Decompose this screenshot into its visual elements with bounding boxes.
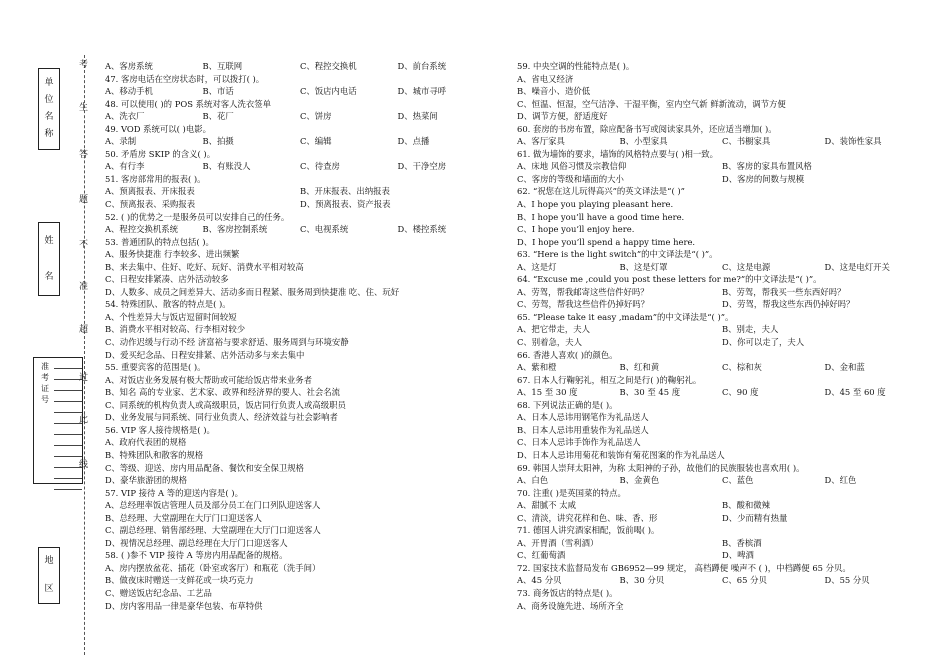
option-text: B、客房的家具布置风格	[722, 161, 812, 172]
option-row	[517, 474, 927, 487]
question-stem: 71. 德国人讲究酒家相配，饭前喝( )。	[517, 525, 660, 536]
option-text: B、花厂	[202, 111, 234, 122]
seal-char: 线	[79, 460, 89, 470]
option-text: B、红和黄	[619, 362, 660, 373]
option-text: C、饼房	[300, 111, 332, 122]
option-text: B、酸和微辣	[722, 500, 771, 511]
seal-char: 题	[79, 195, 89, 205]
unit-char: 单	[44, 78, 54, 88]
option-line: A、对饭店业务发展有极大帮助或可能给饭店带来业务者	[105, 374, 313, 385]
option-text: B、别走，夫人	[722, 324, 779, 335]
right-question-column	[517, 60, 927, 612]
option-text: D、55 分贝	[824, 575, 870, 586]
option-line: B、噪音小、造价低	[517, 86, 591, 97]
option-text: D、金和蓝	[824, 362, 865, 373]
option-line: B、特殊团队和散客的规格	[105, 449, 204, 460]
option-text: A、这是灯	[517, 261, 557, 272]
option-text: D、点播	[397, 136, 430, 147]
option-text: B、市话	[202, 86, 234, 97]
option-text: D、预离报表、资产报表	[300, 199, 391, 210]
option-line: C、日程安排紧凑、店外活动较多	[105, 274, 229, 285]
option-text: C、90 度	[722, 387, 759, 398]
option-text: A、开胃酒（雪利酒）	[517, 537, 599, 548]
seal-char: 不	[79, 240, 89, 250]
option-row	[517, 286, 927, 299]
question-stem: 73. 商务饭店的特点是( )。	[517, 587, 618, 598]
option-text: A、45 分贝	[517, 575, 562, 586]
question-stem: 59. 中央空调的性能特点是( )。	[517, 61, 635, 71]
option-text: A、预离报表、开床报表	[105, 186, 195, 197]
option-text: A、客厅家具	[517, 136, 565, 147]
option-text: B、金黄色	[619, 475, 660, 486]
option-text: B、开床报表、出纳报表	[300, 186, 390, 197]
option-row	[517, 361, 927, 374]
option-text: B、小型家具	[619, 136, 668, 147]
option-line: D、日本人忌讳用菊花和装饰有菊花图案的作为礼品送人	[517, 449, 725, 460]
option-text: B、互联网	[202, 61, 243, 71]
option-text: D、干净空房	[397, 161, 447, 172]
option-text: D、劳驾，帮我这些东西仍掉好吗？	[722, 299, 855, 310]
seal-char: 此	[79, 415, 89, 425]
option-row	[517, 160, 927, 173]
option-row	[517, 298, 927, 311]
question-stem: 70. 注重( )是英国菜的特点。	[517, 487, 626, 498]
option-text: C、预离报表、采购报表	[105, 199, 196, 210]
question-stem: 63. “Here is the light switch”的中文译法是“( )”。	[517, 249, 718, 260]
option-text: B、香槟酒	[722, 537, 762, 548]
option-text: D、前台系统	[397, 61, 447, 71]
option-text: A、有行李	[105, 161, 145, 172]
option-text: D、楼控系统	[397, 224, 447, 235]
option-line: C、同系统的机构负责人或高级职员，饭店同行负责人或高级职员	[105, 399, 346, 410]
option-line: A、房内摆放盆花、插花（卧室或客厅）和瓶花（洗手间）	[105, 562, 321, 573]
region-box	[38, 547, 60, 604]
name-box	[38, 222, 60, 296]
option-line: C、恒温、恒湿，空气洁净、干湿平衡，室内空气新 鲜新流动，调节方便	[517, 98, 786, 109]
option-row	[105, 185, 495, 198]
option-line: D、I hope you’ll spend a happy time here.	[517, 236, 696, 247]
option-text: D、你可以走了，夫人	[722, 337, 805, 348]
option-line: C、等级、迎送、房内用品配备、餐饮和安全保卫规格	[105, 462, 305, 473]
option-text: C、别着急，夫人	[517, 337, 583, 348]
option-text: A、甜腻不 太咸	[517, 500, 576, 511]
option-line: D、豪华旅游团的规格	[105, 475, 188, 486]
option-line: A、省电又经济	[517, 73, 574, 84]
option-text: C、编辑	[300, 136, 332, 147]
seal-char: 考	[79, 60, 89, 70]
option-line: D、调节方便，舒适度好	[517, 111, 608, 122]
option-text: A、劳驾，帮我邮寄这些信件好吗？	[517, 286, 649, 297]
option-line: A、政府代表团的规格	[105, 437, 187, 448]
option-text: D、这是电灯开关	[824, 261, 890, 272]
option-text: D、45 至 60 度	[824, 387, 886, 398]
option-text: D、啤酒	[722, 550, 754, 561]
option-text: C、劳驾，帮我这些信件仍掉好吗？	[517, 299, 650, 310]
question-stem: 61. 做为墙饰的要求，墙饰的风格特点要与( )相一致。	[517, 148, 719, 159]
option-row	[517, 323, 927, 336]
option-line: B、知名 高的专业家、艺术家、政界和经济界的要人、社会名流	[105, 387, 340, 398]
unit-char: 称	[44, 129, 54, 139]
question-stem: 62. “祝您在这儿玩得高兴”的英文译法是“( )”	[517, 186, 685, 197]
question-stem: 57. VIP 接待 A 等的迎送内容是( )。	[105, 487, 243, 498]
option-line: A、日本人忌讳用钢笔作为礼品送人	[517, 412, 649, 423]
question-stem: 65. “Please take it easy ,madam”的中文译法是“( )”。	[517, 311, 734, 322]
question-stem: 60. 套房的书房布置，除应配备书写或阅读家具外，还应适当增加( )。	[517, 123, 777, 134]
option-text: C、65 分贝	[722, 575, 767, 586]
question-stem: 58. ( )参不 VIP 接待 A 等房内用品配备的规格。	[105, 550, 288, 561]
option-row	[105, 135, 495, 148]
option-row	[517, 261, 927, 274]
option-row	[517, 173, 927, 186]
option-text: D、城市寻呼	[397, 86, 447, 97]
option-row	[105, 198, 495, 211]
option-text: A、15 至 30 度	[517, 387, 578, 398]
option-text: A、程控交换机系统	[105, 224, 179, 235]
question-stem: 48. 可以使用( )的 POS 系统对客人洗衣签单	[105, 98, 271, 109]
option-line: B、来去集中、住好、吃好、玩好、消费水平相对较高	[105, 261, 304, 272]
option-text: C、红葡萄酒	[517, 550, 566, 561]
option-line: C、赠送饭店纪念品、工艺品	[105, 587, 212, 598]
option-text: B、30 至 45 度	[619, 387, 681, 398]
question-stem: 56. VIP 客人接待规格是( )。	[105, 424, 215, 435]
unit-char: 位	[44, 95, 54, 105]
option-row	[105, 160, 495, 173]
option-text: A、录制	[105, 136, 137, 147]
option-text: C、这是电源	[722, 261, 771, 272]
option-line: B、总经理、大堂副理在大厅门口迎送客人	[105, 512, 262, 523]
question-stem: 50. 矛盾房 SKIP 的含义( )。	[105, 148, 216, 159]
option-row	[105, 85, 495, 98]
option-line: C、日本人忌讳手饰作为礼品送人	[517, 437, 641, 448]
option-text: D、客房的间数与规模	[722, 173, 805, 184]
option-line: D、业务发展与同系统、同行业负责人、经济效益与社会影响者	[105, 412, 338, 423]
question-stem: 55. 重要宾客的范围是( )。	[105, 362, 206, 373]
question-stem: 54. 特殊团队、散客的特点是( )。	[105, 299, 231, 310]
option-row	[517, 386, 927, 399]
seal-char: 过	[79, 373, 89, 383]
option-line: C、副总经理、销售部经理、大堂副理在大厅门口迎送客人	[105, 525, 321, 536]
unit-name-box	[38, 68, 60, 150]
option-line: A、服务快捷准 行李较多、进出频繁	[105, 249, 240, 260]
option-text: D、装饰性家具	[824, 136, 882, 147]
ticket-number-cells[interactable]	[54, 358, 82, 483]
option-row	[105, 110, 495, 123]
option-text: D、红色	[824, 475, 857, 486]
left-question-column	[105, 60, 495, 612]
option-line: A、商务设施先进、场所齐全	[517, 600, 624, 611]
seal-line	[84, 55, 85, 655]
unit-char: 名	[44, 112, 54, 122]
option-row	[105, 223, 495, 236]
region-char: 区	[44, 583, 54, 594]
option-text: A、移动手机	[105, 86, 153, 97]
question-stem: 53. 普通团队的特点包括( )。	[105, 236, 214, 247]
option-line: B、I hope you’ll have a good time here.	[517, 211, 685, 222]
question-stem: 72. 国家技术监督局发布 GB6952—99 规定， 高档蹲便 噪声不 ( )，中档蹲便 65 分贝。	[517, 562, 851, 573]
option-text: C、棕和灰	[722, 362, 762, 373]
option-text: A、床地 风俗习惯及宗教信仰	[517, 161, 627, 172]
option-text: C、清淡，讲究花样和色、味、香、形	[517, 512, 658, 523]
question-stem: 64. “Excuse me ,could you post these letters for me?”的中文译法是“( )”。	[517, 274, 822, 285]
option-text: D、少而精有热量	[722, 512, 788, 523]
option-text: D、热菜间	[397, 111, 438, 122]
name-char: 姓	[44, 235, 54, 246]
question-stem: 49. VOD 系统可以( )电影。	[105, 123, 211, 134]
option-line: C、动作迟缓与行动不经 济富裕与要求舒适、服务周到与环境安静	[105, 337, 349, 348]
option-text: C、蓝色	[722, 475, 754, 486]
option-text: A、客房系统	[105, 61, 153, 71]
option-text: A、把它带走，夫人	[517, 324, 591, 335]
option-text: C、电视系统	[300, 224, 349, 235]
question-stem: 69. 韩国人崇拜太阳神，为称 太阳神的子孙，故他们的民族服装也喜欢用( )。	[517, 462, 805, 473]
option-text: B、拍摄	[202, 136, 234, 147]
option-text: A、洗衣厂	[105, 111, 145, 122]
seal-char: 答	[79, 150, 89, 160]
option-line: B、日本人忌讳用重装作为礼品送人	[517, 424, 649, 435]
ticket-number-grid	[33, 357, 83, 484]
option-text: C、待查房	[300, 161, 340, 172]
seal-char: 生	[79, 103, 89, 113]
option-row	[517, 336, 927, 349]
option-row	[517, 537, 927, 550]
option-text: C、饭店内电话	[300, 86, 357, 97]
question-stem: 52. ( )的优势之一是服务员可以安排自己的任务。	[105, 211, 290, 222]
option-text: C、客房的等级和墙面的大小	[517, 173, 624, 184]
option-row	[105, 60, 495, 73]
option-line: D、人数多、成员之间差异大、活动多而日程紧、服务周到快捷准 吃、住、玩好	[105, 286, 400, 297]
option-line: A、个性差异大与饭店逗留时间较短	[105, 311, 237, 322]
option-line: D、房内客用品一律是豪华包装、布草特供	[105, 600, 263, 611]
option-text: A、紫和橙	[517, 362, 557, 373]
ticket-number-label: 准考证号	[41, 362, 49, 404]
option-row	[517, 549, 927, 562]
option-line: D、爱买纪念品、日程安排紧、店外活动多与来去集中	[105, 349, 305, 360]
option-text: C、书橱家具	[722, 136, 771, 147]
name-char: 名	[44, 271, 54, 282]
question-stem: 51. 客房部常用的报表( )。	[105, 173, 206, 184]
question-stem: 68. 下列说法正确的是( )。	[517, 399, 618, 410]
question-stem: 67. 日本人行鞠躬礼，相互之间是行( )的鞠躬礼。	[517, 374, 702, 385]
option-text: B、劳驾，帮我买一些东西好吗？	[722, 286, 846, 297]
option-text: B、有账没人	[202, 161, 251, 172]
option-text: B、30 分贝	[619, 575, 665, 586]
option-text: A、白色	[517, 475, 549, 486]
option-text: B、客房控制系统	[202, 224, 268, 235]
option-row	[517, 512, 927, 525]
option-text: C、程控交换机	[300, 61, 357, 71]
question-stem: 47. 客房电话在空房状态时，可以拨打( )。	[105, 73, 265, 84]
question-stem: 66. 香港人喜欢( )的颜色。	[517, 349, 618, 360]
option-line: A、总经理率饭店管理人员及部分员工在门口列队迎送客人	[105, 500, 321, 511]
option-line: B、消费水平相对较高、行李相对较少	[105, 324, 246, 335]
option-line: B、做夜床时赠送一支鲜花或一块巧克力	[105, 575, 254, 586]
option-line: A、I hope you playing pleasant here.	[517, 199, 674, 210]
seal-char: 准	[79, 282, 89, 292]
option-line: D、视情况总经理、副总经理在大厅门口迎送客人	[105, 537, 288, 548]
option-row	[517, 574, 927, 587]
seal-char: 超	[79, 325, 89, 335]
option-row	[517, 135, 927, 148]
region-char: 地	[44, 556, 54, 567]
option-line: C、I hope you’ll enjoy here.	[517, 224, 635, 235]
option-row	[517, 499, 927, 512]
option-text: B、这是灯罩	[619, 261, 668, 272]
